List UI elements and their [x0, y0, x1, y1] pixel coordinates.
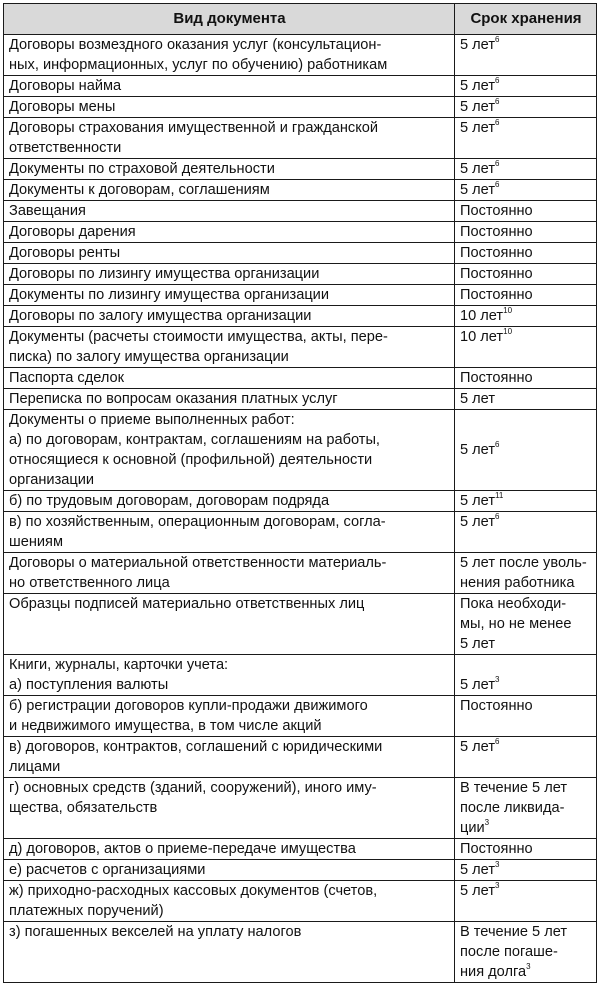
footnote-marker: 6 [495, 35, 500, 45]
footnote-marker: 3 [526, 962, 531, 972]
retention-period-text: 5 лет [460, 514, 496, 530]
document-type-cell: з) погашенных векселей на уплату налогов [4, 922, 455, 983]
table-row [4, 410, 597, 491]
retention-period-cell [455, 512, 597, 553]
retention-period-cell [455, 881, 597, 922]
table-row [4, 118, 597, 159]
document-type-cell: Паспорта сделок [4, 368, 455, 389]
table-row [4, 922, 597, 983]
table-row [4, 201, 597, 222]
retention-period-text: 5 лет [460, 883, 496, 899]
retention-period-text: 5 лет [460, 120, 496, 136]
retention-period-cell [455, 306, 597, 327]
table-row [4, 327, 597, 368]
table-row [4, 778, 597, 839]
document-type-cell: Договоры найма [4, 76, 455, 97]
table-row [4, 491, 597, 512]
retention-period-cell [455, 922, 597, 983]
table-row [4, 306, 597, 327]
retention-period-cell [455, 410, 597, 491]
document-type-cell: Книги, журналы, карточки учета: а) поступления валюты [4, 655, 455, 696]
retention-period-cell [455, 860, 597, 881]
table-row [4, 881, 597, 922]
footnote-marker: 10 [503, 327, 513, 337]
document-type-cell: Договоры ренты [4, 243, 455, 264]
document-type-cell: г) основных средств (зданий, сооружений), иного иму- щества, обязательств [4, 778, 455, 839]
retention-period-text: 5 лет [460, 493, 496, 509]
retention-period-text: 5 лет [460, 862, 496, 878]
retention-period-cell [455, 201, 597, 222]
document-type-cell: Документы по страховой деятельности [4, 159, 455, 180]
retention-period-cell [455, 118, 597, 159]
retention-period-text: Постоянно [460, 245, 533, 261]
document-type-cell: Документы о приеме выполненных работ: а) по договорам, контрактам, соглашениям на работы, относящиеся к основной (профильной) деятельности организации [4, 410, 455, 491]
retention-period-cell [455, 696, 597, 737]
table-row [4, 76, 597, 97]
table-row [4, 512, 597, 553]
retention-period-cell [455, 76, 597, 97]
table-row [4, 839, 597, 860]
document-type-cell: Договоры возмездного оказания услуг (консультацион- ных, информационных, услуг по обучению) работникам [4, 35, 455, 76]
table-row [4, 222, 597, 243]
retention-period-cell [455, 553, 597, 594]
table-row [4, 35, 597, 76]
retention-period-text: Постоянно [460, 287, 533, 303]
footnote-marker: 6 [495, 440, 500, 450]
footnote-marker: 6 [495, 737, 500, 747]
retention-period-cell [455, 491, 597, 512]
table-header-row [4, 4, 597, 35]
footnote-marker: 6 [495, 118, 500, 128]
table-row [4, 97, 597, 118]
column-header-document-type: Вид документа [4, 4, 455, 35]
retention-period-cell [455, 285, 597, 306]
retention-period-text: 5 лет [460, 37, 496, 53]
retention-period-text: В течение 5 лет после погаше- ния долга [460, 924, 568, 980]
retention-period-text: 5 лет [460, 78, 496, 94]
document-type-cell: б) регистрации договоров купли-продажи движимого и недвижимого имущества, в том числе акций [4, 696, 455, 737]
footnote-marker: 11 [495, 491, 504, 501]
table-row [4, 285, 597, 306]
retention-period-text: В течение 5 лет после ликвида- ции [460, 780, 568, 836]
table-row [4, 655, 597, 696]
retention-period-text: Постоянно [460, 841, 533, 857]
document-type-cell: Договоры о материальной ответственности материаль- но ответственного лица [4, 553, 455, 594]
document-type-cell: ж) приходно-расходных кассовых документов (счетов, платежных поручений) [4, 881, 455, 922]
document-type-cell: б) по трудовым договорам, договорам подряда [4, 491, 455, 512]
table-row [4, 594, 597, 655]
retention-period-cell [455, 594, 597, 655]
table-row [4, 860, 597, 881]
document-type-cell: д) договоров, актов о приеме-передаче имущества [4, 839, 455, 860]
footnote-marker: 3 [495, 860, 500, 870]
retention-period-text: Постоянно [460, 266, 533, 282]
retention-period-cell [455, 222, 597, 243]
table-row [4, 264, 597, 285]
retention-period-text: Постоянно [460, 203, 533, 219]
footnote-marker: 6 [495, 180, 500, 190]
footnote-marker: 3 [495, 675, 500, 685]
table-row [4, 553, 597, 594]
retention-period-text: 5 лет [460, 99, 496, 115]
document-type-cell: Документы к договорам, соглашениям [4, 180, 455, 201]
retention-period-cell [455, 35, 597, 76]
table-row [4, 737, 597, 778]
document-type-cell: е) расчетов с организациями [4, 860, 455, 881]
footnote-marker: 3 [495, 881, 500, 891]
retention-period-cell [455, 389, 597, 410]
table-row [4, 368, 597, 389]
table-row [4, 159, 597, 180]
retention-period-cell [455, 655, 597, 696]
document-type-cell: Договоры по лизингу имущества организации [4, 264, 455, 285]
retention-period-text: 5 лет [460, 391, 496, 407]
retention-period-cell [455, 327, 597, 368]
retention-period-cell [455, 839, 597, 860]
retention-period-cell [455, 180, 597, 201]
retention-period-text: 10 лет [460, 308, 504, 324]
table-row [4, 389, 597, 410]
retention-period-text: Пока необходи- мы, но не менее 5 лет [460, 596, 572, 652]
table-body [4, 35, 597, 983]
retention-period-text: 5 лет [460, 161, 496, 177]
table-row [4, 180, 597, 201]
footnote-marker: 6 [495, 76, 500, 86]
retention-period-cell [455, 778, 597, 839]
document-type-cell: Договоры по залогу имущества организации [4, 306, 455, 327]
document-type-cell: Завещания [4, 201, 455, 222]
retention-period-text: 10 лет [460, 329, 504, 345]
retention-period-cell [455, 264, 597, 285]
footnote-marker: 6 [495, 159, 500, 169]
document-type-cell: Образцы подписей материально ответственных лиц [4, 594, 455, 655]
document-type-cell: Договоры дарения [4, 222, 455, 243]
retention-period-text: 5 лет [460, 442, 496, 458]
table-row [4, 696, 597, 737]
column-header-retention-period: Срок хранения [455, 4, 597, 35]
retention-table [3, 3, 597, 983]
document-type-cell: в) договоров, контрактов, соглашений с юридическими лицами [4, 737, 455, 778]
retention-period-cell [455, 97, 597, 118]
retention-period-text: Постоянно [460, 224, 533, 240]
retention-period-cell [455, 737, 597, 778]
retention-period-text: 5 лет [460, 677, 496, 693]
footnote-marker: 6 [495, 97, 500, 107]
retention-period-cell [455, 159, 597, 180]
footnote-marker: 10 [503, 306, 513, 316]
document-type-cell: Переписка по вопросам оказания платных услуг [4, 389, 455, 410]
document-type-cell: Документы (расчеты стоимости имущества, акты, пере- писка) по залогу имущества организации [4, 327, 455, 368]
document-type-cell: Договоры мены [4, 97, 455, 118]
retention-period-text: 5 лет [460, 182, 496, 198]
footnote-marker: 3 [484, 818, 490, 828]
table-row [4, 243, 597, 264]
retention-period-text: Постоянно [460, 370, 533, 386]
footnote-marker: 6 [495, 512, 500, 522]
retention-period-text: Постоянно [460, 698, 533, 714]
retention-period-cell [455, 368, 597, 389]
document-type-cell: Договоры страхования имущественной и гражданской ответственности [4, 118, 455, 159]
retention-period-text: 5 лет [460, 739, 496, 755]
document-type-cell: Документы по лизингу имущества организации [4, 285, 455, 306]
retention-period-cell [455, 243, 597, 264]
document-type-cell: в) по хозяйственным, операционным договорам, согла- шениям [4, 512, 455, 553]
retention-period-text: 5 лет после уволь- нения работника [460, 555, 587, 591]
